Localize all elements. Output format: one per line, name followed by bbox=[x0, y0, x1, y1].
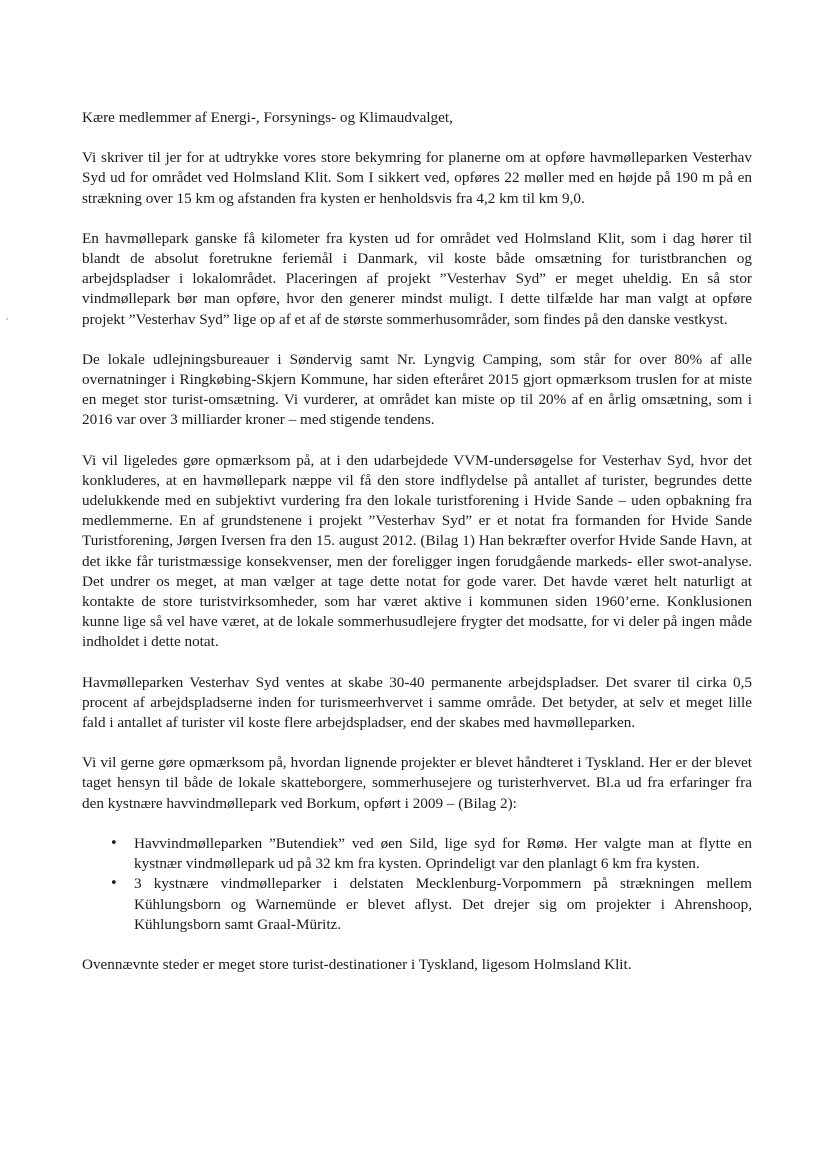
paragraph-germany: Vi vil gerne gøre opmærksom på, hvordan lignende projekter er blevet håndteret i Tyskland. Her er der blevet taget hensyn til både de lokale skatteborgere, sommerhusejere og turisterhvervet. Bl.a ud fra erfaringer fra den kystnære havvindmøllepark ved Borkum, opført i 2009 – (Bilag 2): bbox=[82, 754, 752, 812]
paragraph-closing: Ovennævnte steder er meget store turist-destinationer i Tyskland, ligesom Holmsland Klit. bbox=[82, 955, 632, 973]
paragraph-vvm-study: Vi vil ligeledes gøre opmærksom på, at i den udarbejdede VVM-undersøgelse for Vesterhav Syd, hvor det konkluderes, at en havmøllepark næppe vil få den store indflydelse på antallet af turister, begrundes dette udelukkende med en subjektivt vurdering fra den lokale turistforening i Hvide Sande – uden opbakning fra medlemmerne. En af grundstenene i projekt ”Vesterhav Syd” er et notat fra formanden for Hvide Sande Turistforening, Jørgen Iversen fra den 15. august 2012. (Bilag 1) Han bekræfter overfor Hvide Sande Havn, at det ikke får turistmæssige konsekvenser, men der foreligger ingen forudgående markeds- eller swot-analyse. Det undrer os meget, at man vælger at tage dette notat for gode varer. Det havde været helt naturligt at kontakte de store turistvirksomheder, som har været aktive i kommunen siden 1960’erne. Konklusionen kunne lige så vel have været, at de lokale sommerhusudlejere frygter det modsatte, for vi deler på ingen måde indholdet i dette notat. bbox=[82, 451, 752, 651]
list-item bbox=[110, 874, 752, 935]
letter-salutation: Kære medlemmer af Energi-, Forsynings- og Klimaudvalget, bbox=[82, 109, 453, 126]
paragraph-location: En havmøllepark ganske få kilometer fra kysten ud for området ved Holmsland Klit, som i dag hører til blandt de absolut foretrukne feriemål i Danmark, vil koste både omsætning for turistbranchen og arbejdspladser i lokalområdet. Placeringen af projekt ”Vesterhav Syd” er meget uheldig. En så stor vindmøllepark bør man opføre, hvor den generer mindst muligt. I dette tilfælde har man valgt at opføre projekt ”Vesterhav Syd” lige op af et af de største sommerhusområder, som findes på den danske vestkyst. bbox=[82, 229, 752, 328]
list-item bbox=[110, 834, 752, 874]
list-item-text: Havvindmølleparken ”Butendiek” ved øen Sild, lige syd for Rømø. Her valgte man at flytte en kystnær vindmøllepark ud på 32 km fra kysten. Oprindeligt var den planlagt 6 km fra kysten. bbox=[134, 834, 752, 873]
bullet-icon: • bbox=[110, 876, 118, 892]
paragraph-concern: Vi skriver til jer for at udtrykke vores store bekymring for planerne om at opføre havmølleparken Vesterhav Syd ud for området ved Holmsland Klit. Som I sikkert ved, opføres 22 møller med en højde på 190 m på en strækning over 15 km og afstanden fra kysten er henholdsvis fra 4,2 km til km 9,0. bbox=[82, 149, 752, 207]
letter-page bbox=[82, 108, 752, 995]
list-item-text: 3 kystnære vindmølleparker i delstaten Mecklenburg-Vorpommern på strækningen mellem Kühlungsborn og Warnemünde er blevet aflyst. Det drejer sig om projekter i Ahrenshoop, Kühlungsborn samt Graal-Müritz. bbox=[134, 875, 752, 933]
paragraph-jobs: Havmølleparken Vesterhav Syd ventes at skabe 30-40 permanente arbejdspladser. Det svarer til cirka 0,5 procent af arbejdspladserne inden for turismeerhvervet i samme område. Det betyder, at selv et meget lille fald i antallet af turister vil koste flere arbejdspladser, end der skabes med havmølleparken. bbox=[82, 673, 752, 732]
germany-examples-list bbox=[82, 834, 752, 935]
paragraph-revenue: De lokale udlejningsbureauer i Søndervig samt Nr. Lyngvig Camping, som står for over 80% af alle overnatninger i Ringkøbing-Skjern Kommune, har siden efteråret 2015 gjort opmærksom truslen for at miste en meget stor turist-omsætning. Vi vurderer, at området kan miste op til 20% af en årlig omsætning, som i 2016 var over 3 milliarder kroner – med stigende tendens. bbox=[82, 350, 752, 429]
bullet-icon: • bbox=[110, 835, 118, 851]
scan-speck bbox=[6, 318, 8, 320]
